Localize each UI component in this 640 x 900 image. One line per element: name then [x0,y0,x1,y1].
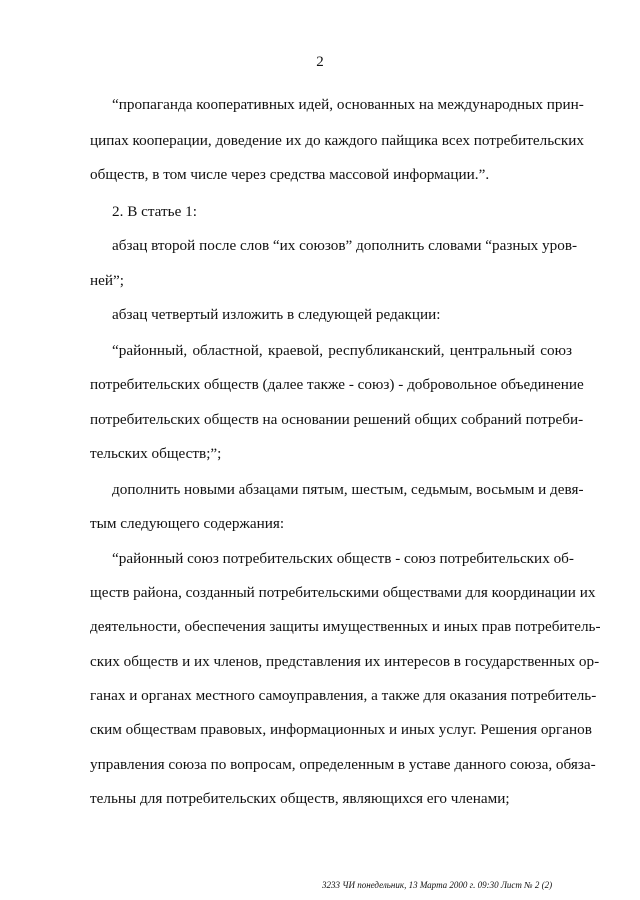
text-line: абзац четвертый изложить в следующей редакции: [112,306,441,323]
text-line: “районный союз потребительских обществ - союз потребительских об- [112,550,574,567]
text-line: деятельности, обеспечения защиты имущественных и иных прав потребитель- [90,618,601,635]
text-line: ней”; [90,272,124,289]
text-line: 2. В статье 1: [112,203,197,220]
text-line: потребительских обществ (далее также - союз) - добровольное объединение [90,376,584,393]
text-line: дополнить новыми абзацами пятым, шестым, седьмым, восьмым и девя- [112,481,584,498]
text-line: потребительских обществ на основании решений общих собраний потреби- [90,411,584,428]
text-line: ским обществам правовых, информационных и иных услуг. Решения органов [90,721,592,738]
text-line: ских обществ и их членов, представления их интересов в государственных ор- [90,653,600,670]
text-line: обществ, в том числе через средства массовой информации.”. [90,166,490,183]
page-number: 2 [316,54,324,70]
text-line: тельских обществ;”; [90,445,222,462]
text-line: управления союза по вопросам, определенным в уставе данного союза, обяза- [90,756,596,773]
text-line: ществ района, созданный потребительскими обществами для координации их [90,584,596,601]
text-line: тым следующего содержания: [90,515,285,532]
text-line: ганах и органах местного самоуправления, а также для оказания потребитель- [90,687,597,704]
text-line: “пропаганда кооперативных идей, основанных на международных прин- [112,96,584,113]
page-footer: 3233 ЧИ понедельник, 13 Марта 2000 г. 09:30 Лист № 2 (2) [322,880,553,890]
text-line: “районный, областной, краевой, республиканский, центральный союз [112,342,572,359]
text-line: абзац второй после слов “их союзов” дополнить словами “разных уров- [112,237,578,254]
text-line: ципах кооперации, доведение их до каждого пайщика всех потребительских [90,132,584,149]
text-line: тельны для потребительских обществ, являющихся его членами; [90,790,510,807]
